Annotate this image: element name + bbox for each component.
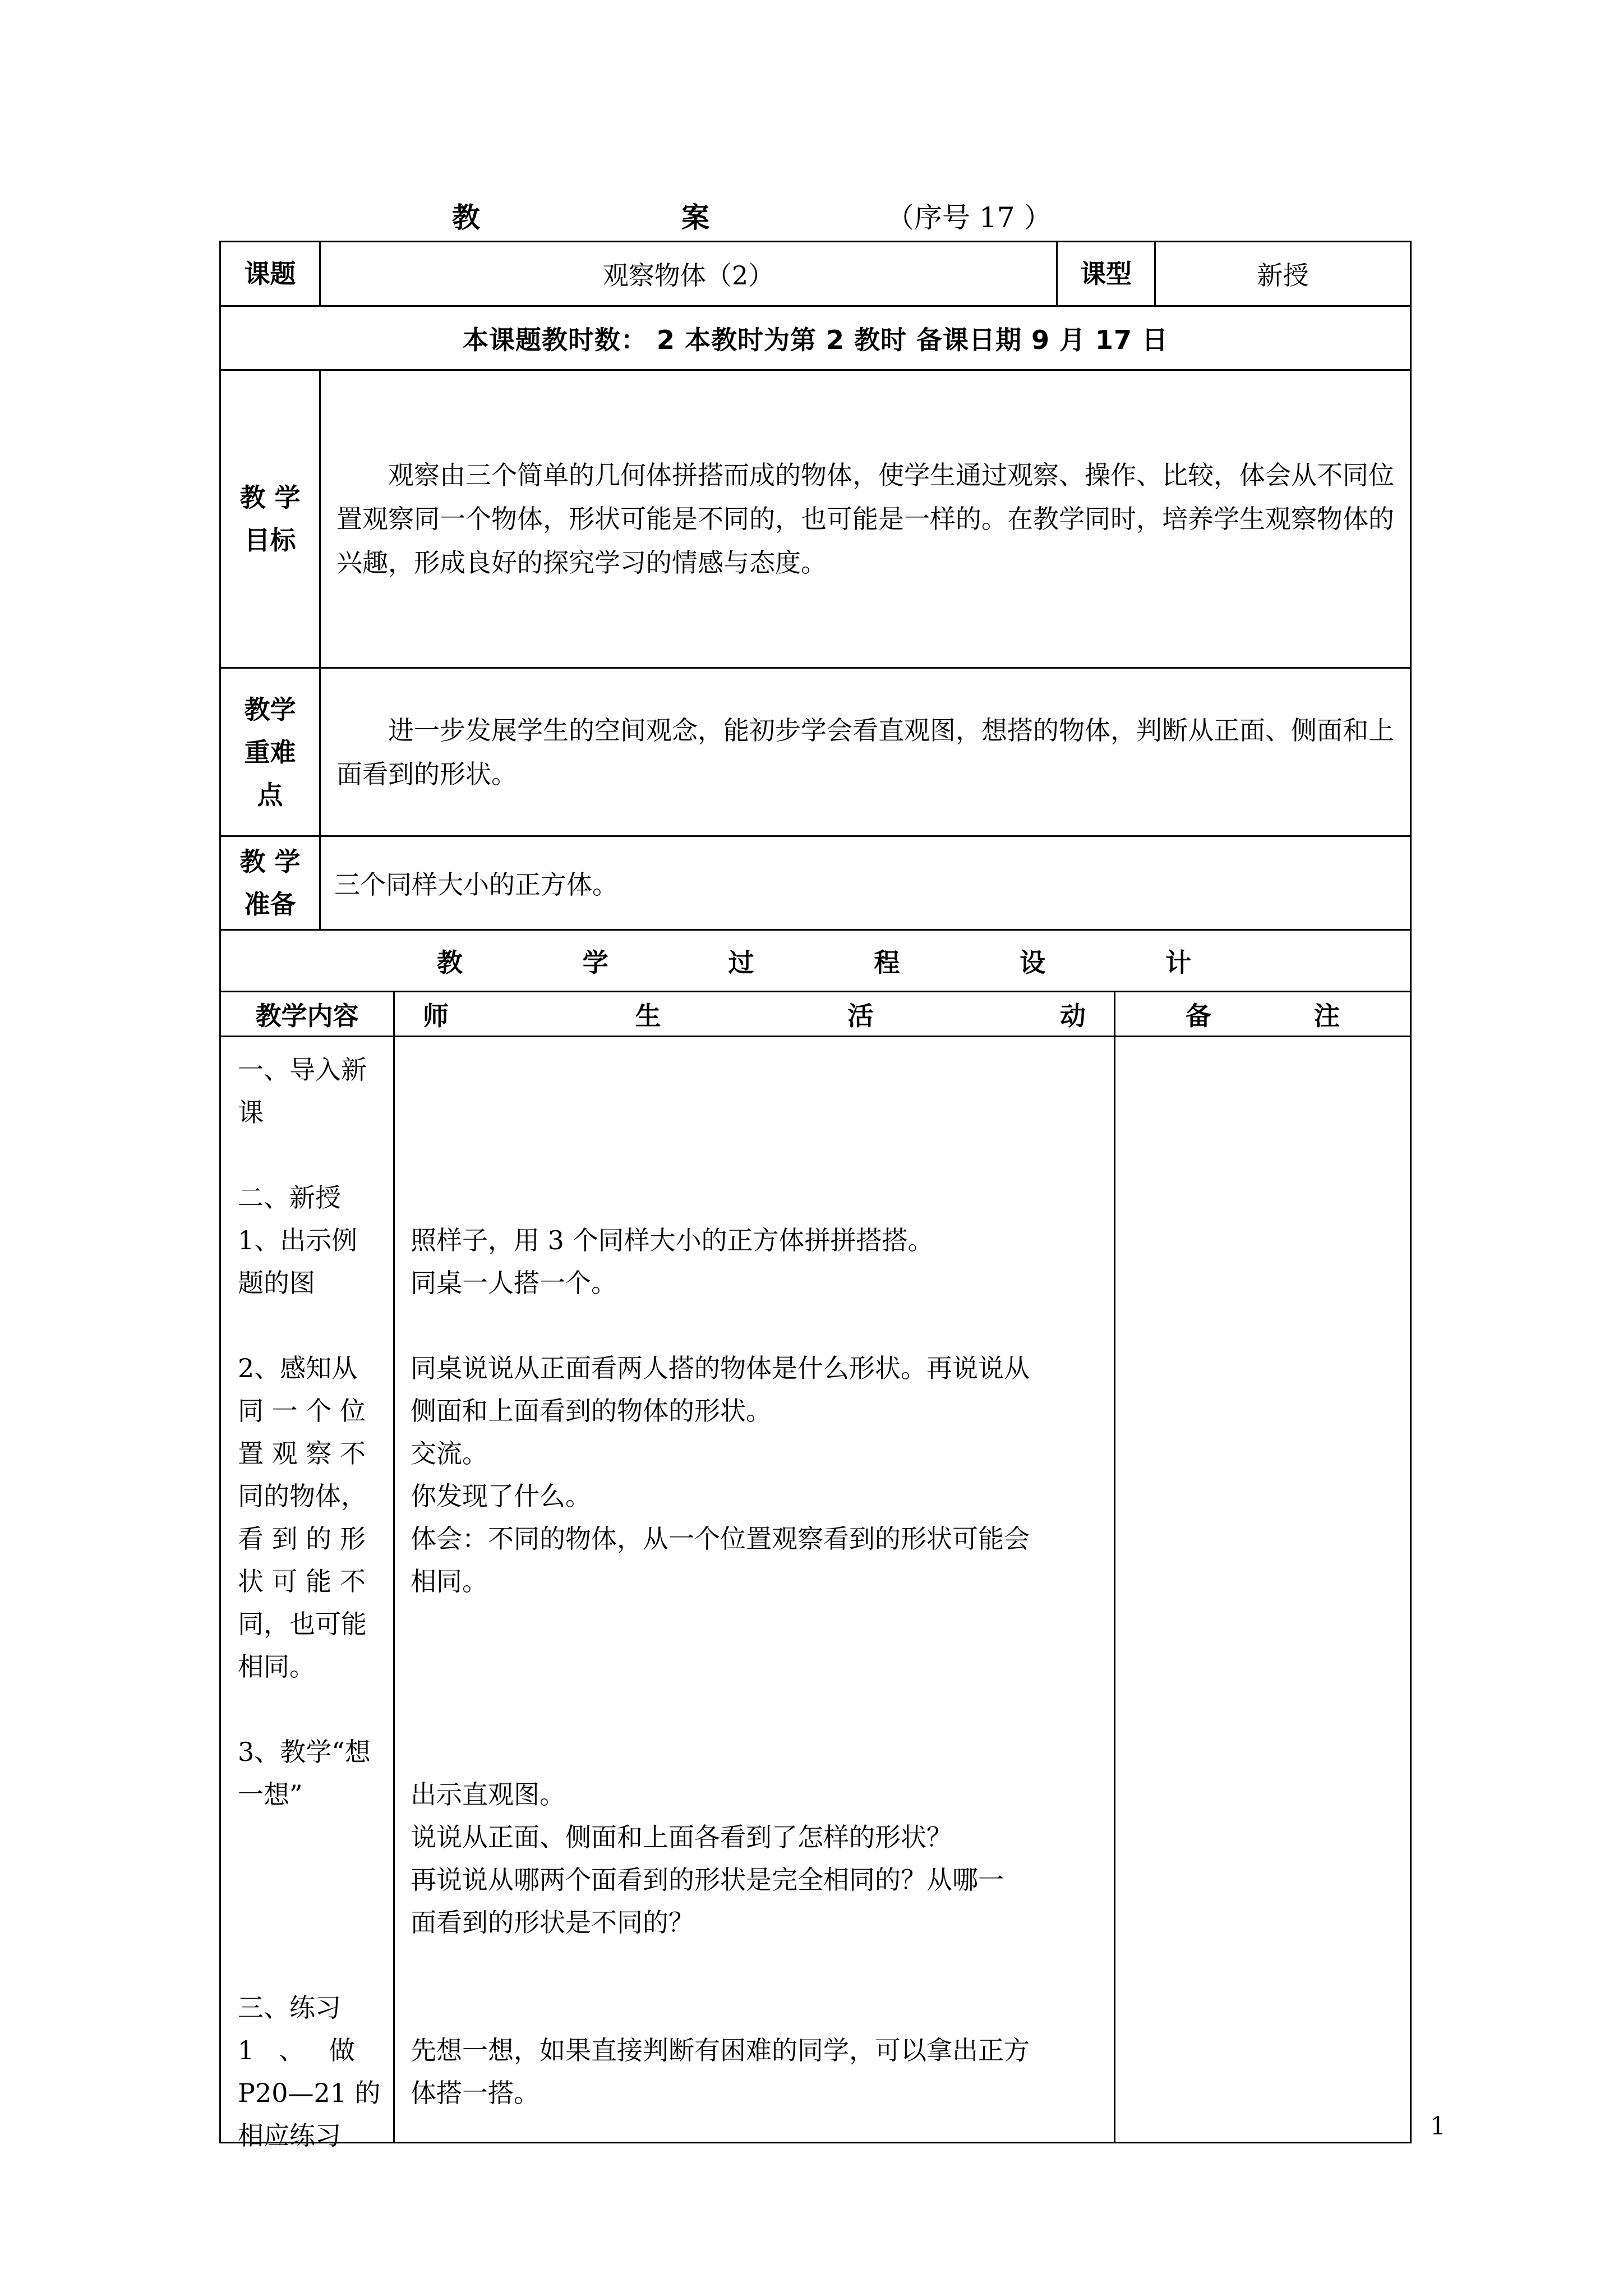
section-practice-title: 三、练习 bbox=[238, 1993, 341, 2023]
activity-block-2-line2: 侧面和上面看到的物体的形状。 bbox=[411, 1396, 772, 1426]
activity-header-char-2: 生 bbox=[635, 1000, 661, 1031]
section-new-item-2-line8: 相同。 bbox=[238, 1651, 315, 1682]
section-new-item-2-line1: 2、感知从 bbox=[238, 1353, 358, 1383]
section-practice-line2: P20—21 的 bbox=[238, 2078, 381, 2108]
teaching-process-table bbox=[219, 929, 1412, 2151]
key-points-label bbox=[220, 668, 320, 836]
preparation-label-line1: 教 学 bbox=[239, 846, 301, 877]
section-new-item-2-line3: 置 观 察 不 bbox=[238, 1438, 366, 1469]
activity-block-1 bbox=[411, 1219, 934, 1304]
activity-block-1-line1: 照样子，用 3 个同样大小的正方体拼拼搭搭。 bbox=[411, 1225, 934, 1255]
activity-block-2-line4: 你发现了什么。 bbox=[411, 1481, 591, 1511]
section-intro-line2: 课 bbox=[238, 1097, 264, 1128]
key-points-label-line3: 点 bbox=[257, 779, 283, 810]
column-header-activity bbox=[394, 992, 1115, 1037]
section-new-item-3-line2: 一想” bbox=[238, 1779, 303, 1810]
objectives-label-line1: 教 学 bbox=[239, 482, 301, 513]
preparation-label bbox=[220, 836, 320, 930]
header-serial: （序号 17 ） bbox=[886, 201, 1052, 234]
topic-label: 课题 bbox=[220, 242, 320, 306]
activity-block-2-line5: 体会：不同的物体，从一个位置观察看到的形状可能会 bbox=[411, 1524, 1030, 1554]
key-points-text: 进一步发展学生的空间观念，能初步学会看直观图，想搭的物体，判断从正面、侧面和上面看到的形状。 bbox=[320, 668, 1411, 836]
process-title-char-2: 学 bbox=[582, 947, 608, 978]
section-new-item-3-line1: 3、教学“想 bbox=[238, 1737, 371, 1767]
header-char-2: 案 bbox=[681, 201, 709, 234]
topic-value: 观察物体（2） bbox=[320, 242, 1057, 306]
process-title-char-1: 教 bbox=[437, 947, 463, 978]
preparation-text: 三个同样大小的正方体。 bbox=[320, 836, 1411, 930]
column-header-notes bbox=[1115, 992, 1411, 1037]
lesson-content-column bbox=[220, 1037, 394, 2151]
section-new-item-2-line5: 看 到 的 形 bbox=[238, 1524, 366, 1554]
section-intro-line1: 一、导入新 bbox=[238, 1055, 367, 1085]
section-new-item-2-line2: 同 一 个 位 bbox=[238, 1396, 366, 1426]
type-label: 课型 bbox=[1057, 242, 1155, 306]
section-practice-line1: 1 、 做 bbox=[238, 2035, 355, 2065]
section-new-item-3 bbox=[238, 1731, 371, 1816]
activity-block-3-line1: 出示直观图。 bbox=[411, 1779, 565, 1810]
section-new-item-2-line6: 状 可 能 不 bbox=[238, 1566, 366, 1596]
section-practice bbox=[238, 1986, 381, 2157]
column-header-content: 教学内容 bbox=[220, 992, 394, 1037]
section-new-item-1-line1: 1、出示例 bbox=[238, 1225, 358, 1255]
type-value: 新授 bbox=[1155, 242, 1411, 306]
process-title-char-6: 计 bbox=[1165, 947, 1191, 978]
activity-header-char-3: 活 bbox=[847, 1000, 874, 1031]
section-new-item-2-line7: 同，也可能 bbox=[238, 1609, 367, 1639]
section-new-item-2-line4: 同的物体， bbox=[238, 1481, 367, 1511]
activity-block-1-line2: 同桌一人搭一个。 bbox=[411, 1268, 617, 1298]
process-title-char-4: 程 bbox=[874, 947, 900, 978]
key-points-label-line2: 重难 bbox=[244, 737, 296, 767]
section-new-title: 二、新授 bbox=[238, 1182, 341, 1213]
activity-block-4-line2: 体搭一搭。 bbox=[411, 2078, 540, 2108]
schedule-summary: 本课题教时数： 2 本教时为第 2 教时 备课日期 9 月 17 日 bbox=[220, 306, 1411, 370]
activity-block-2-line6: 相同。 bbox=[411, 1566, 488, 1596]
activity-block-2 bbox=[411, 1347, 1030, 1603]
activity-block-4-line1: 先想一想，如果直接判断有困难的同学，可以拿出正方 bbox=[411, 2035, 1030, 2065]
activity-block-2-line3: 交流。 bbox=[411, 1438, 488, 1469]
activity-header-char-1: 师 bbox=[423, 1000, 449, 1031]
key-points-label-line1: 教学 bbox=[244, 694, 296, 725]
activity-header-char-4: 动 bbox=[1059, 1000, 1086, 1031]
lesson-notes-column bbox=[1115, 1037, 1411, 2143]
section-new-item-1-line2: 题的图 bbox=[238, 1268, 315, 1298]
activity-block-3-line4: 面看到的形状是不同的？ bbox=[411, 1907, 694, 1938]
objectives-label-line2: 目标 bbox=[244, 525, 296, 555]
section-new-item-1 bbox=[238, 1219, 357, 1304]
preparation-label-line2: 准备 bbox=[244, 889, 296, 919]
activity-block-2-line1: 同桌说说从正面看两人搭的物体是什么形状。再说说从 bbox=[411, 1353, 1030, 1383]
section-practice-line3: 相应练习 bbox=[238, 2120, 341, 2151]
header-char-1: 教 bbox=[452, 201, 480, 234]
notes-header-char-2: 注 bbox=[1314, 1000, 1340, 1031]
process-title bbox=[220, 930, 1411, 992]
activity-block-3-line2: 说说从正面、侧面和上面各看到了怎样的形状？ bbox=[411, 1822, 952, 1852]
notes-header-char-1: 备 bbox=[1186, 1000, 1211, 1031]
process-title-char-3: 过 bbox=[728, 947, 754, 978]
lesson-info-table bbox=[219, 241, 1412, 931]
section-new-item-2 bbox=[238, 1347, 367, 1688]
objectives-label bbox=[220, 370, 320, 668]
page-number: 1 bbox=[1430, 2112, 1446, 2141]
activity-block-3-line3: 再说说从哪两个面看到的形状是完全相同的？从哪一 bbox=[411, 1865, 1004, 1895]
section-intro bbox=[238, 1048, 367, 1134]
lesson-activity-column bbox=[394, 1037, 1115, 2143]
objectives-text: 观察由三个简单的几何体拼搭而成的物体，使学生通过观察、操作、比较，体会从不同位置观察同一个物体，形状可能是不同的，也可能是一样的。在教学同时，培养学生观察物体的兴趣，形成良好的探究学习的情感与态度。 bbox=[320, 370, 1411, 668]
process-title-char-5: 设 bbox=[1020, 947, 1046, 978]
activity-block-4 bbox=[411, 2029, 1030, 2114]
activity-block-3 bbox=[411, 1773, 1004, 1944]
